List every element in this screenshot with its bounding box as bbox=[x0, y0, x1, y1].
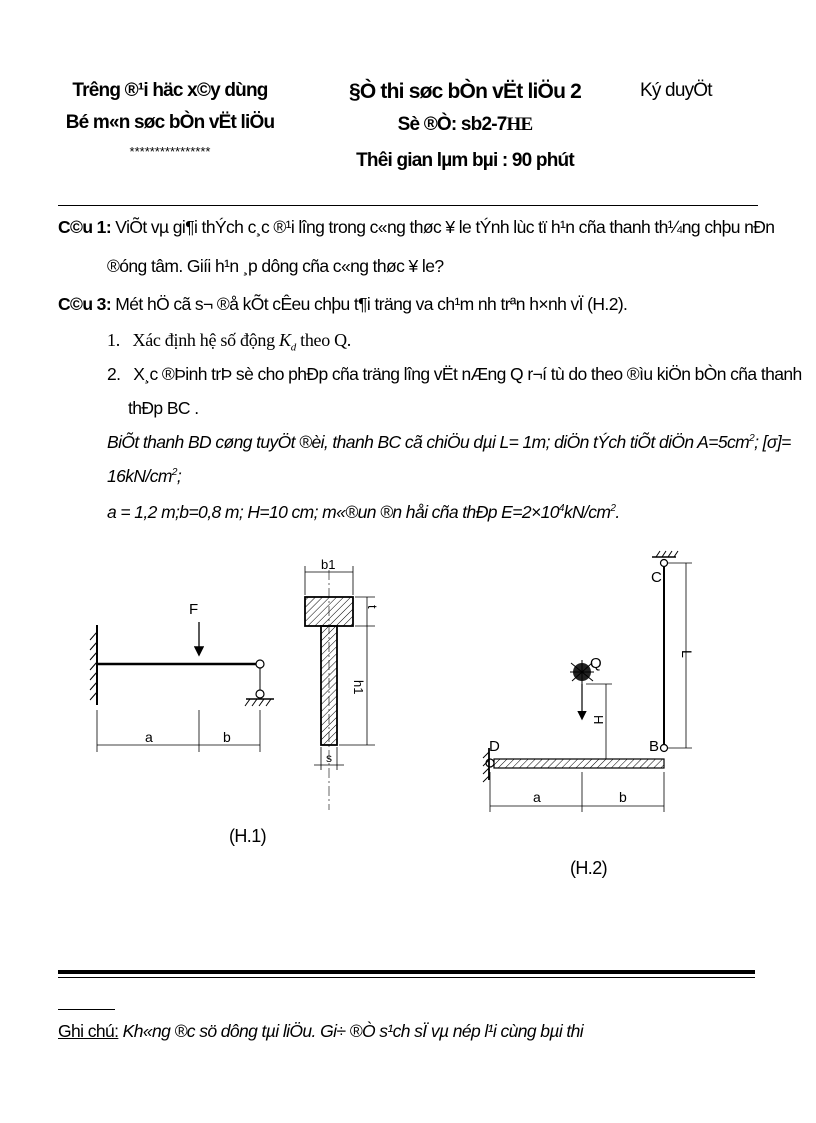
question-3-label: C©u 3: bbox=[58, 294, 112, 314]
load-F-label: F bbox=[189, 601, 199, 618]
school-name: Trêng ®¹i häc x©y dùng bbox=[72, 80, 268, 101]
label-B: B bbox=[649, 738, 660, 755]
footnote-separator bbox=[58, 1009, 115, 1010]
figure-1-t-section bbox=[305, 557, 380, 810]
question-3-intro: C©u 3: Mét hÖ cã s¬ ®å kÕt cÊeu chþu t¶i träng va ch¹m nh trªn h×nh vÏ (H.2). bbox=[58, 294, 628, 314]
given-data-line-3: a = 1,2 m;b=0,8 m; H=10 cm; m«®un ®n håi cña thÐp $E=2\times 10^4kN/cm^2$. bbox=[107, 502, 620, 522]
exam-code: Sè ®Ò: sb2-7HE bbox=[397, 114, 533, 135]
label-D: D bbox=[489, 738, 500, 755]
question-1-line-2: ®óng tâm. Giíi h¹n ¸p dông cña c«ng thøc ¥ le? bbox=[107, 256, 444, 276]
label-Q: Q bbox=[590, 655, 602, 672]
dim-s-label: s bbox=[326, 751, 332, 765]
dim-a2-label: a bbox=[533, 789, 541, 805]
dim-b1-label: b1 bbox=[321, 557, 336, 572]
footer-note: Ghi chú: Kh«ng ®c sö dông tµi liÖu. Gi÷ ®Ò s¹ch sÏ vµ nép l¹i cùng bµi thi bbox=[58, 1021, 584, 1041]
figure-1-beam bbox=[90, 601, 274, 752]
question-3-item-1: 1. Xác định hệ số động $K_d$ theo Q. bbox=[107, 330, 352, 354]
dim-t-label: t bbox=[365, 605, 380, 609]
question-3-item-2-line-1: 2. X¸c ®Þinh trÞ sè cho phÐp cña träng lîng vËt nÆng Q r¬í tù do theo ®ìu kiÖn bÒn cña thanh bbox=[107, 364, 802, 384]
department-name: Bé m«n søc bÒn vËt liÖu bbox=[65, 112, 275, 133]
figure-1-caption: (H.1) bbox=[229, 826, 266, 846]
question-1-line-1: C©u 1: ViÕt vµ gi¶i thÝch c¸c ®¹i lîng trong c«ng thøc ¥ le tÝnh lùc tï h¹n cña thanh th¼ng chþu nÐn bbox=[58, 217, 775, 237]
dim-b2-label: b bbox=[619, 789, 627, 805]
question-1-label: C©u 1: bbox=[58, 217, 112, 237]
figure-2-caption: (H.2) bbox=[570, 858, 607, 878]
dim-h1-label: h1 bbox=[351, 680, 366, 695]
footer-double-rule-thin bbox=[58, 977, 755, 978]
footer-note-label: Ghi chú: bbox=[58, 1021, 119, 1041]
approval-label: Ký duyÖt bbox=[640, 80, 712, 101]
given-data-line-2: $16kN/cm^2$; bbox=[107, 466, 182, 486]
figure-2-system bbox=[483, 551, 695, 812]
dim-a-label: a bbox=[145, 729, 153, 745]
question-3-item-2-line-2: thÐp BC . bbox=[128, 398, 199, 418]
label-H: H bbox=[591, 715, 606, 725]
given-data-line-1: BiÕt thanh BD cøng tuyÖt ®èi, thanh BC cã chiÖu dµi L= 1m; diÖn tÝch tiÕt diÖn $A=5cm^2$; [σ]= bbox=[107, 432, 791, 452]
footer-double-rule-thick bbox=[58, 970, 755, 974]
label-C: C bbox=[651, 569, 662, 586]
dim-b-label: b bbox=[223, 729, 231, 745]
exam-title: §Ò thi søc bÒn vËt liÖu 2 bbox=[348, 80, 582, 103]
label-L: L bbox=[679, 650, 695, 658]
decorative-stars: **************** bbox=[129, 144, 211, 159]
exam-duration: Thêi gian lµm bµi : 90 phút bbox=[356, 150, 574, 171]
